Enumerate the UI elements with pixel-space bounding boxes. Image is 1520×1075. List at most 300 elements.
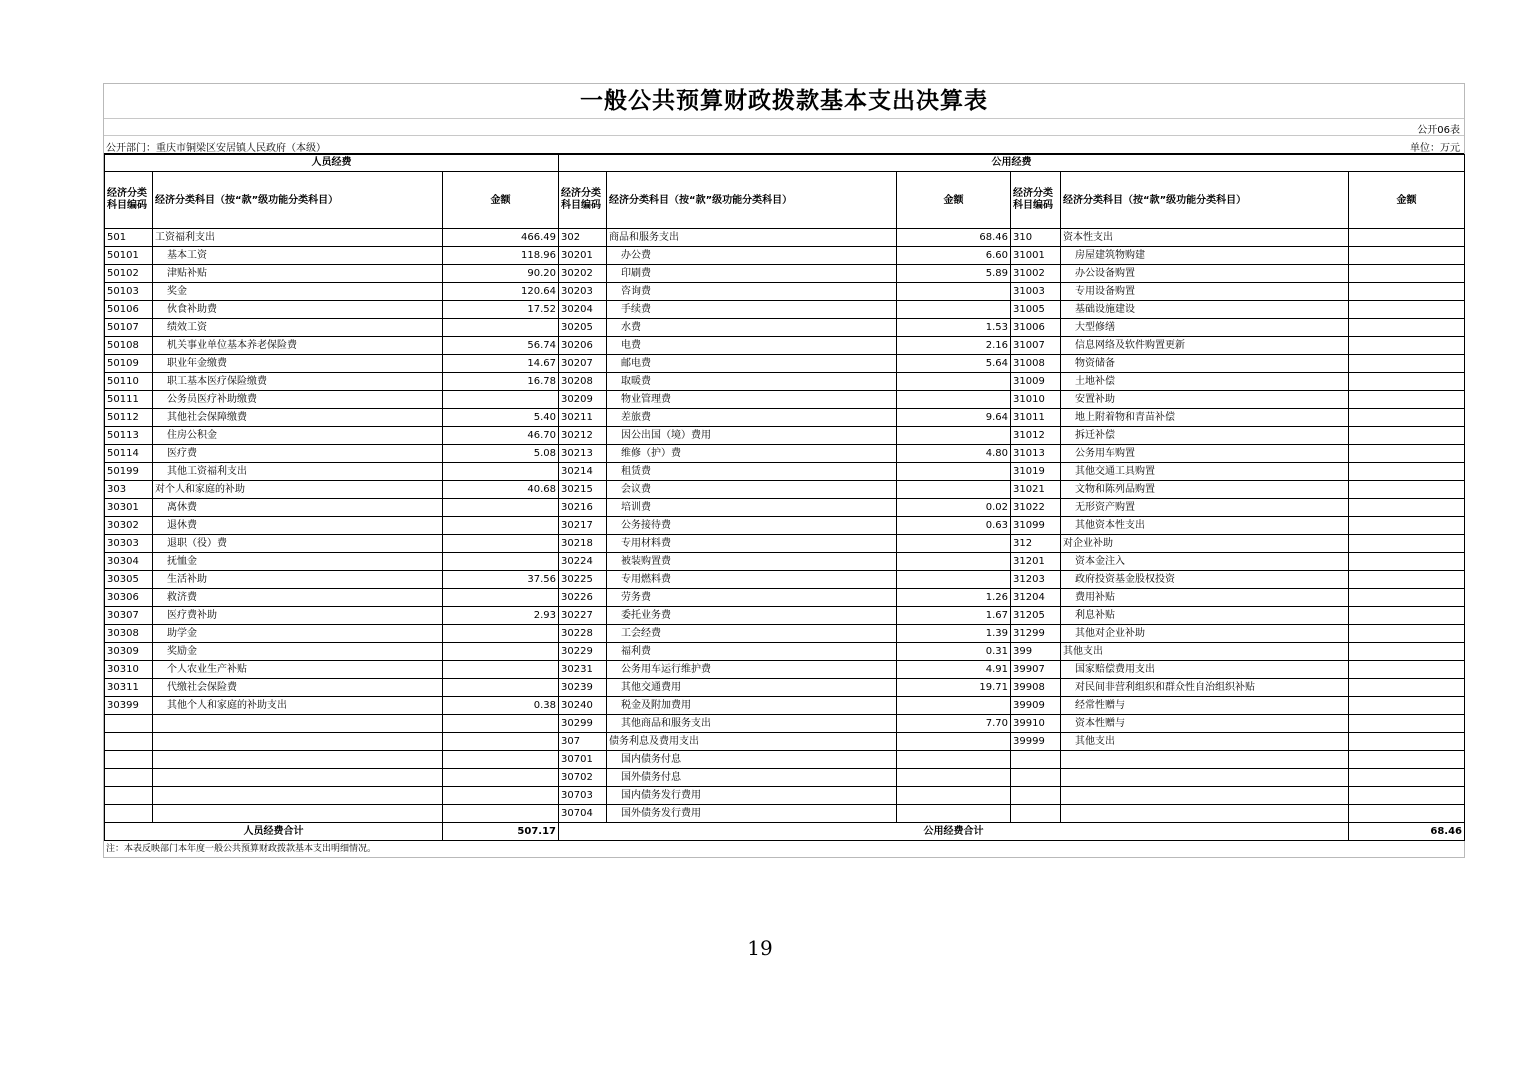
name-cell: 其他资本性支出 — [1061, 517, 1349, 535]
table-row — [105, 427, 1465, 445]
totals-row — [105, 823, 1465, 841]
name-cell — [1061, 787, 1349, 805]
personnel-total-value: 507.17 — [443, 823, 559, 841]
code-cell: 30307 — [105, 607, 153, 625]
code-cell: 30304 — [105, 553, 153, 571]
amount-cell — [897, 373, 1011, 391]
name-cell: 退职（役）费 — [153, 535, 443, 553]
amount-cell — [897, 697, 1011, 715]
table-row — [105, 715, 1465, 733]
name-cell: 其他交通费用 — [607, 679, 897, 697]
name-cell: 专用材料费 — [607, 535, 897, 553]
code-cell: 39907 — [1011, 661, 1061, 679]
amount-cell — [1349, 805, 1465, 823]
name-cell: 土地补偿 — [1061, 373, 1349, 391]
name-cell: 医疗费 — [153, 445, 443, 463]
header-amount: 金额 — [897, 172, 1011, 229]
code-cell: 30299 — [559, 715, 607, 733]
name-cell: 公务接待费 — [607, 517, 897, 535]
amount-cell — [1349, 301, 1465, 319]
amount-cell — [443, 661, 559, 679]
amount-cell: 2.16 — [897, 337, 1011, 355]
name-cell — [153, 715, 443, 733]
name-cell: 被装购置费 — [607, 553, 897, 571]
name-cell: 对个人和家庭的补助 — [153, 481, 443, 499]
table-row — [105, 643, 1465, 661]
name-cell — [1061, 751, 1349, 769]
amount-cell: 9.64 — [897, 409, 1011, 427]
code-cell: 31010 — [1011, 391, 1061, 409]
table-row — [105, 679, 1465, 697]
amount-cell: 466.49 — [443, 229, 559, 247]
header-amount: 金额 — [443, 172, 559, 229]
amount-cell — [897, 553, 1011, 571]
code-cell: 307 — [559, 733, 607, 751]
code-cell: 399 — [1011, 643, 1061, 661]
amount-cell — [443, 787, 559, 805]
code-cell: 30224 — [559, 553, 607, 571]
name-cell: 资本金注入 — [1061, 553, 1349, 571]
code-cell: 30225 — [559, 571, 607, 589]
amount-cell — [443, 769, 559, 787]
name-cell: 商品和服务支出 — [607, 229, 897, 247]
amount-cell — [1349, 355, 1465, 373]
amount-cell — [443, 553, 559, 571]
code-cell: 31002 — [1011, 265, 1061, 283]
code-cell: 30301 — [105, 499, 153, 517]
amount-cell — [1349, 445, 1465, 463]
code-cell: 30305 — [105, 571, 153, 589]
code-cell: 50107 — [105, 319, 153, 337]
amount-cell — [1349, 589, 1465, 607]
code-cell — [105, 715, 153, 733]
name-cell: 其他交通工具购置 — [1061, 463, 1349, 481]
amount-cell: 1.26 — [897, 589, 1011, 607]
code-cell: 30704 — [559, 805, 607, 823]
header-amount: 金额 — [1349, 172, 1465, 229]
amount-cell: 120.64 — [443, 283, 559, 301]
code-cell: 310 — [1011, 229, 1061, 247]
code-cell: 31003 — [1011, 283, 1061, 301]
amount-cell — [443, 589, 559, 607]
code-cell: 50199 — [105, 463, 153, 481]
name-cell: 国外债务付息 — [607, 769, 897, 787]
name-cell: 退休费 — [153, 517, 443, 535]
name-cell: 福利费 — [607, 643, 897, 661]
code-cell: 31012 — [1011, 427, 1061, 445]
code-cell: 31019 — [1011, 463, 1061, 481]
amount-cell: 68.46 — [897, 229, 1011, 247]
table-row — [105, 229, 1465, 247]
amount-cell: 4.91 — [897, 661, 1011, 679]
table-row — [105, 517, 1465, 535]
amount-cell — [443, 733, 559, 751]
name-cell: 其他对企业补助 — [1061, 625, 1349, 643]
name-cell: 房屋建筑物购建 — [1061, 247, 1349, 265]
name-cell — [153, 733, 443, 751]
name-cell: 电费 — [607, 337, 897, 355]
name-cell: 资本性赠与 — [1061, 715, 1349, 733]
name-cell: 办公费 — [607, 247, 897, 265]
header-name: 经济分类科目（按“款”级功能分类科目） — [153, 172, 443, 229]
code-cell — [105, 733, 153, 751]
header-code: 经济分类科目编码 — [559, 172, 607, 229]
name-cell: 费用补贴 — [1061, 589, 1349, 607]
table-row — [105, 391, 1465, 409]
code-cell: 31205 — [1011, 607, 1061, 625]
code-cell: 30240 — [559, 697, 607, 715]
amount-cell — [443, 679, 559, 697]
amount-cell — [897, 733, 1011, 751]
name-cell: 其他商品和服务支出 — [607, 715, 897, 733]
code-cell: 50111 — [105, 391, 153, 409]
name-cell: 取暖费 — [607, 373, 897, 391]
code-cell: 50108 — [105, 337, 153, 355]
code-cell: 312 — [1011, 535, 1061, 553]
name-cell: 国内债务发行费用 — [607, 787, 897, 805]
table-row — [105, 697, 1465, 715]
amount-cell — [1349, 769, 1465, 787]
amount-cell: 2.93 — [443, 607, 559, 625]
code-cell: 50113 — [105, 427, 153, 445]
name-cell: 资本性支出 — [1061, 229, 1349, 247]
amount-cell — [1349, 265, 1465, 283]
code-cell: 30208 — [559, 373, 607, 391]
name-cell: 助学金 — [153, 625, 443, 643]
code-cell: 30226 — [559, 589, 607, 607]
code-cell: 30228 — [559, 625, 607, 643]
name-cell: 公务用车运行维护费 — [607, 661, 897, 679]
code-cell: 31011 — [1011, 409, 1061, 427]
amount-cell: 46.70 — [443, 427, 559, 445]
section-header-row — [105, 155, 1465, 172]
name-cell: 国内债务付息 — [607, 751, 897, 769]
name-cell: 差旅费 — [607, 409, 897, 427]
header-code: 经济分类科目编码 — [105, 172, 153, 229]
amount-cell: 1.39 — [897, 625, 1011, 643]
amount-cell: 37.56 — [443, 571, 559, 589]
name-cell: 无形资产购置 — [1061, 499, 1349, 517]
code-cell: 50103 — [105, 283, 153, 301]
code-cell: 30214 — [559, 463, 607, 481]
name-cell: 国外债务发行费用 — [607, 805, 897, 823]
amount-cell — [443, 715, 559, 733]
code-cell: 30306 — [105, 589, 153, 607]
name-cell: 经常性赠与 — [1061, 697, 1349, 715]
code-cell: 30211 — [559, 409, 607, 427]
amount-cell — [1349, 715, 1465, 733]
code-cell: 30229 — [559, 643, 607, 661]
amount-cell — [443, 805, 559, 823]
code-cell: 30204 — [559, 301, 607, 319]
table-row — [105, 733, 1465, 751]
name-cell: 对企业补助 — [1061, 535, 1349, 553]
amount-cell — [443, 535, 559, 553]
code-cell: 30701 — [559, 751, 607, 769]
name-cell: 代缴社会保险费 — [153, 679, 443, 697]
name-cell: 租赁费 — [607, 463, 897, 481]
name-cell: 手续费 — [607, 301, 897, 319]
code-cell: 30207 — [559, 355, 607, 373]
name-cell: 会议费 — [607, 481, 897, 499]
amount-cell — [897, 571, 1011, 589]
name-cell: 其他工资福利支出 — [153, 463, 443, 481]
name-cell: 伙食补助费 — [153, 301, 443, 319]
name-cell: 住房公积金 — [153, 427, 443, 445]
code-cell: 30202 — [559, 265, 607, 283]
amount-cell: 7.70 — [897, 715, 1011, 733]
code-cell: 39910 — [1011, 715, 1061, 733]
table-row — [105, 247, 1465, 265]
table-row — [105, 283, 1465, 301]
code-cell: 31008 — [1011, 355, 1061, 373]
code-cell: 31009 — [1011, 373, 1061, 391]
code-cell: 50102 — [105, 265, 153, 283]
table-row — [105, 337, 1465, 355]
name-cell: 国家赔偿费用支出 — [1061, 661, 1349, 679]
code-cell: 30311 — [105, 679, 153, 697]
code-cell: 31099 — [1011, 517, 1061, 535]
name-cell: 咨询费 — [607, 283, 897, 301]
amount-cell: 5.89 — [897, 265, 1011, 283]
code-cell: 30201 — [559, 247, 607, 265]
amount-cell: 5.40 — [443, 409, 559, 427]
code-cell: 50114 — [105, 445, 153, 463]
amount-cell — [1349, 679, 1465, 697]
amount-cell — [897, 427, 1011, 445]
amount-cell — [897, 805, 1011, 823]
name-cell: 工会经费 — [607, 625, 897, 643]
name-cell: 政府投资基金股权投资 — [1061, 571, 1349, 589]
code-cell: 30215 — [559, 481, 607, 499]
amount-cell — [897, 283, 1011, 301]
amount-cell — [1349, 697, 1465, 715]
amount-cell — [1349, 319, 1465, 337]
table-row — [105, 535, 1465, 553]
code-cell — [1011, 805, 1061, 823]
meta-row — [104, 119, 1464, 136]
public-total-value: 68.46 — [1349, 823, 1465, 841]
amount-cell: 0.63 — [897, 517, 1011, 535]
name-cell — [153, 787, 443, 805]
code-cell: 31201 — [1011, 553, 1061, 571]
name-cell: 职工基本医疗保险缴费 — [153, 373, 443, 391]
table-row — [105, 373, 1465, 391]
amount-cell — [897, 481, 1011, 499]
amount-cell — [1349, 787, 1465, 805]
amount-cell — [897, 787, 1011, 805]
name-cell: 邮电费 — [607, 355, 897, 373]
code-cell: 30203 — [559, 283, 607, 301]
amount-cell: 5.08 — [443, 445, 559, 463]
code-cell: 39908 — [1011, 679, 1061, 697]
report-sheet — [103, 83, 1465, 858]
name-cell: 离休费 — [153, 499, 443, 517]
amount-cell: 0.02 — [897, 499, 1011, 517]
amount-cell — [1349, 481, 1465, 499]
code-cell: 31007 — [1011, 337, 1061, 355]
amount-cell — [897, 301, 1011, 319]
name-cell: 公务员医疗补助缴费 — [153, 391, 443, 409]
name-cell: 津贴补贴 — [153, 265, 443, 283]
code-cell: 30205 — [559, 319, 607, 337]
name-cell: 生活补助 — [153, 571, 443, 589]
amount-cell: 40.68 — [443, 481, 559, 499]
name-cell: 基本工资 — [153, 247, 443, 265]
table-row — [105, 787, 1465, 805]
name-cell — [153, 769, 443, 787]
public-total-label: 公用经费合计 — [559, 823, 1349, 841]
amount-cell: 5.64 — [897, 355, 1011, 373]
table-row — [105, 625, 1465, 643]
amount-cell: 14.67 — [443, 355, 559, 373]
name-cell: 其他支出 — [1061, 643, 1349, 661]
header-name: 经济分类科目（按“款”级功能分类科目） — [1061, 172, 1349, 229]
department-label: 公开部门：重庆市铜梁区安居镇人民政府（本级） — [106, 143, 326, 154]
section-public: 公用经费 — [559, 155, 1465, 172]
amount-cell — [1349, 373, 1465, 391]
name-cell: 因公出国（境）费用 — [607, 427, 897, 445]
amount-cell — [1349, 733, 1465, 751]
name-cell: 印刷费 — [607, 265, 897, 283]
code-cell: 31203 — [1011, 571, 1061, 589]
page-number: 19 — [747, 936, 773, 960]
code-cell: 302 — [559, 229, 607, 247]
code-cell: 30239 — [559, 679, 607, 697]
unit-label: 单位：万元 — [1410, 143, 1460, 154]
name-cell: 委托业务费 — [607, 607, 897, 625]
code-cell: 31006 — [1011, 319, 1061, 337]
table-row — [105, 751, 1465, 769]
code-cell — [1011, 787, 1061, 805]
name-cell: 利息补贴 — [1061, 607, 1349, 625]
code-cell: 303 — [105, 481, 153, 499]
table-row — [105, 481, 1465, 499]
header-code: 经济分类科目编码 — [1011, 172, 1061, 229]
code-cell: 30310 — [105, 661, 153, 679]
table-row — [105, 571, 1465, 589]
amount-cell — [443, 643, 559, 661]
code-cell: 30213 — [559, 445, 607, 463]
name-cell: 抚恤金 — [153, 553, 443, 571]
code-cell: 50101 — [105, 247, 153, 265]
amount-cell — [1349, 571, 1465, 589]
table-row — [105, 661, 1465, 679]
amount-cell — [443, 463, 559, 481]
amount-cell: 0.38 — [443, 697, 559, 715]
amount-cell — [443, 499, 559, 517]
code-cell: 31204 — [1011, 589, 1061, 607]
code-cell: 31022 — [1011, 499, 1061, 517]
name-cell: 个人农业生产补贴 — [153, 661, 443, 679]
amount-cell — [1349, 643, 1465, 661]
code-cell: 30227 — [559, 607, 607, 625]
code-cell: 39909 — [1011, 697, 1061, 715]
amount-cell — [897, 769, 1011, 787]
name-cell: 文物和陈列品购置 — [1061, 481, 1349, 499]
table-row — [105, 769, 1465, 787]
table-row — [105, 301, 1465, 319]
name-cell: 维修（护）费 — [607, 445, 897, 463]
table-row — [105, 265, 1465, 283]
amount-cell — [443, 391, 559, 409]
name-cell: 医疗费补助 — [153, 607, 443, 625]
expenditure-table — [104, 154, 1465, 841]
code-cell — [105, 751, 153, 769]
name-cell: 水费 — [607, 319, 897, 337]
amount-cell: 118.96 — [443, 247, 559, 265]
name-cell: 其他支出 — [1061, 733, 1349, 751]
name-cell — [153, 751, 443, 769]
amount-cell — [897, 463, 1011, 481]
name-cell: 信息网络及软件购置更新 — [1061, 337, 1349, 355]
code-cell: 30216 — [559, 499, 607, 517]
code-cell: 31021 — [1011, 481, 1061, 499]
code-cell: 30308 — [105, 625, 153, 643]
name-cell: 地上附着物和青苗补偿 — [1061, 409, 1349, 427]
amount-cell — [1349, 499, 1465, 517]
amount-cell — [897, 535, 1011, 553]
amount-cell — [1349, 391, 1465, 409]
amount-cell — [1349, 607, 1465, 625]
amount-cell: 56.74 — [443, 337, 559, 355]
name-cell: 物业管理费 — [607, 391, 897, 409]
code-cell: 31005 — [1011, 301, 1061, 319]
amount-cell — [1349, 427, 1465, 445]
name-cell: 培训费 — [607, 499, 897, 517]
code-cell: 31299 — [1011, 625, 1061, 643]
table-row — [105, 463, 1465, 481]
name-cell: 大型修缮 — [1061, 319, 1349, 337]
amount-cell — [1349, 535, 1465, 553]
code-cell — [105, 787, 153, 805]
amount-cell — [897, 391, 1011, 409]
code-cell: 50109 — [105, 355, 153, 373]
name-cell: 机关事业单位基本养老保险费 — [153, 337, 443, 355]
code-cell: 39999 — [1011, 733, 1061, 751]
amount-cell — [443, 319, 559, 337]
amount-cell — [443, 625, 559, 643]
amount-cell — [1349, 229, 1465, 247]
table-row — [105, 553, 1465, 571]
code-cell: 30302 — [105, 517, 153, 535]
code-cell — [1011, 751, 1061, 769]
table-row — [105, 409, 1465, 427]
amount-cell — [1349, 463, 1465, 481]
code-cell: 50112 — [105, 409, 153, 427]
amount-cell: 6.60 — [897, 247, 1011, 265]
amount-cell: 90.20 — [443, 265, 559, 283]
meta-row — [104, 136, 1464, 154]
amount-cell — [1349, 247, 1465, 265]
amount-cell — [1349, 409, 1465, 427]
name-cell: 其他社会保障缴费 — [153, 409, 443, 427]
code-cell: 31013 — [1011, 445, 1061, 463]
amount-cell — [1349, 751, 1465, 769]
name-cell: 奖金 — [153, 283, 443, 301]
code-cell: 30702 — [559, 769, 607, 787]
table-row — [105, 319, 1465, 337]
table-row — [105, 589, 1465, 607]
code-cell: 50110 — [105, 373, 153, 391]
amount-cell — [1349, 661, 1465, 679]
code-cell — [1011, 769, 1061, 787]
amount-cell — [1349, 517, 1465, 535]
name-cell: 职业年金缴费 — [153, 355, 443, 373]
name-cell: 绩效工资 — [153, 319, 443, 337]
amount-cell — [443, 751, 559, 769]
amount-cell: 19.71 — [897, 679, 1011, 697]
